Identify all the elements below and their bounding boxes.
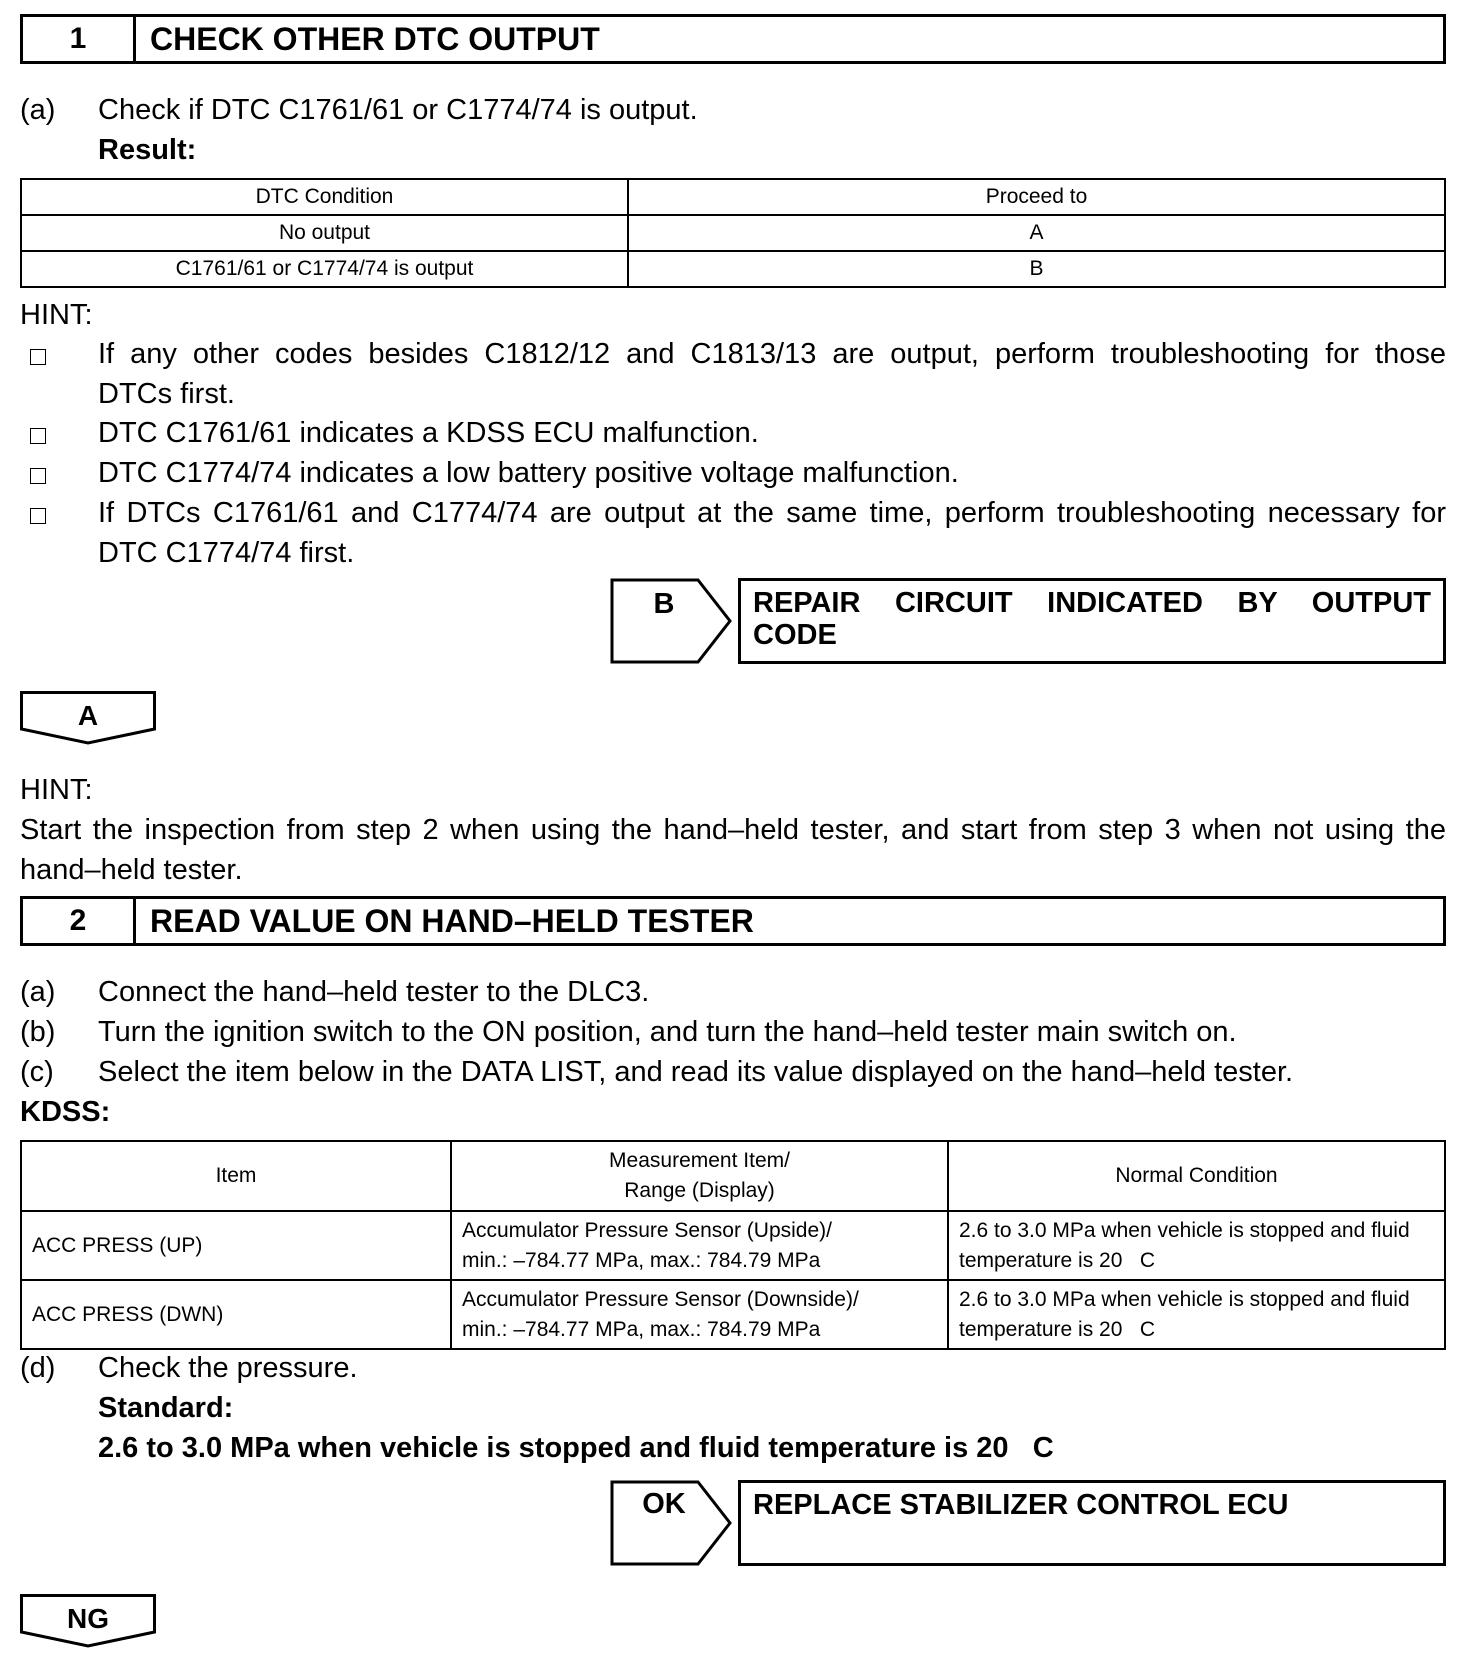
branch-ok-text: REPLACE STABILIZER CONTROL ECU [753,1489,1289,1521]
step-2-d-label: (d) [20,1352,56,1384]
step-2-b-label: (b) [20,1016,56,1048]
cell-line: 2.6 to 3.0 MPa when vehicle is stopped and fluid [959,1218,1410,1242]
table-header-cell: Item [21,1141,451,1211]
kdss-label: KDSS: [20,1096,111,1128]
branch-ng-label: NG [67,1603,109,1634]
hint-label: HINT: [20,299,93,331]
cell-line: Accumulator Pressure Sensor (Upside)/ [462,1218,832,1242]
result-label: Result: [98,134,197,166]
standard-label: Standard: [98,1392,234,1424]
mid-hint-line-1: Start the inspection from step 2 when using the hand–held tester, and start from step 3 when not using the [20,814,1446,846]
step-2-d-text: Check the pressure. [98,1352,358,1384]
standard-text: 2.6 to 3.0 MPa when vehicle is stopped and fluid temperature is 20 C [98,1432,1054,1464]
cell-line: min.: –784.77 MPa, max.: 784.79 MPa [462,1317,821,1341]
table-header-cell: Normal Condition [948,1141,1445,1211]
branch-b-line-1: REPAIR CIRCUIT INDICATED BY OUTPUT [753,587,1431,619]
step-1-a-text: Check if DTC C1761/61 or C1774/74 is output. [98,94,698,126]
checkbox-bullet-icon [30,468,46,484]
table-header-cell: Proceed to [628,179,1445,215]
table-cell: No output [21,215,628,251]
branch-b-label: B [653,588,675,620]
hint-item-1-line-2: DTCs first. [98,378,235,410]
step-2-header [20,896,1446,946]
hint-item-4-line-1: If DTCs C1761/61 and C1774/74 are output at the same time, perform troubleshooting necessary for [98,497,1446,529]
table-header-row [21,179,1445,215]
checkbox-bullet-icon [30,508,46,524]
table-header-cell: DTC Condition [21,179,628,215]
table-cell: B [628,251,1445,287]
table-cell [451,1211,948,1280]
table-cell [948,1211,1445,1280]
table-cell [451,1280,948,1349]
table-cell: ACC PRESS (UP) [21,1211,451,1280]
kdss-data-list-table [20,1140,1446,1350]
hint-item-1-line-1: If any other codes besides C1812/12 and C1813/13 are output, perform troubleshooting for those [98,338,1446,370]
hint-item-2: DTC C1761/61 indicates a KDSS ECU malfunction. [98,417,759,449]
step-1-title: CHECK OTHER DTC OUTPUT [150,20,600,57]
table-row [21,1280,1445,1349]
hint-item-4-line-2: DTC C1774/74 first. [98,537,355,569]
step-1-header [20,14,1446,64]
mid-hint-label: HINT: [20,774,93,806]
step-1-a-label: (a) [20,94,56,126]
branch-b-line-2: CODE [753,619,837,651]
step-2-title: READ VALUE ON HAND–HELD TESTER [150,902,754,939]
dtc-result-table [20,178,1446,288]
cell-line: Accumulator Pressure Sensor (Downside)/ [462,1287,859,1311]
checkbox-bullet-icon [30,428,46,444]
table-cell [948,1280,1445,1349]
table-row [21,251,1445,287]
branch-ok-label: OK [642,1488,686,1520]
header-measurement-line-2: Range (Display) [624,1179,775,1202]
step-2-c-label: (c) [20,1056,54,1088]
step-2-number: 2 [23,899,136,943]
cell-line: temperature is 20 C [959,1317,1156,1341]
hint-item-3: DTC C1774/74 indicates a low battery positive voltage malfunction. [98,457,959,489]
table-header-cell [451,1141,948,1211]
header-measurement-line-1: Measurement Item/ [609,1149,790,1172]
mid-hint-line-2: hand–held tester. [20,854,243,886]
step-2-c-text: Select the item below in the DATA LIST, and read its value displayed on the hand–held tester. [98,1056,1294,1088]
step-2-b-text: Turn the ignition switch to the ON position, and turn the hand–held tester main switch on. [98,1016,1237,1048]
branch-ok-result-box [738,1480,1446,1566]
branch-b-result-box [738,578,1446,664]
table-cell: A [628,215,1445,251]
step-1-number: 1 [23,17,136,61]
step-2-a-text: Connect the hand–held tester to the DLC3. [98,976,650,1008]
checkbox-bullet-icon [30,349,46,365]
cell-line: temperature is 20 C [959,1248,1156,1272]
step-2-a-label: (a) [20,976,56,1008]
table-header-row [21,1141,1445,1211]
cell-line: min.: –784.77 MPa, max.: 784.79 MPa [462,1248,821,1272]
table-cell: C1761/61 or C1774/74 is output [21,251,628,287]
cell-line: 2.6 to 3.0 MPa when vehicle is stopped and fluid [959,1287,1410,1311]
table-row [21,1211,1445,1280]
table-cell: ACC PRESS (DWN) [21,1280,451,1349]
table-row [21,215,1445,251]
branch-a-label: A [77,700,99,731]
